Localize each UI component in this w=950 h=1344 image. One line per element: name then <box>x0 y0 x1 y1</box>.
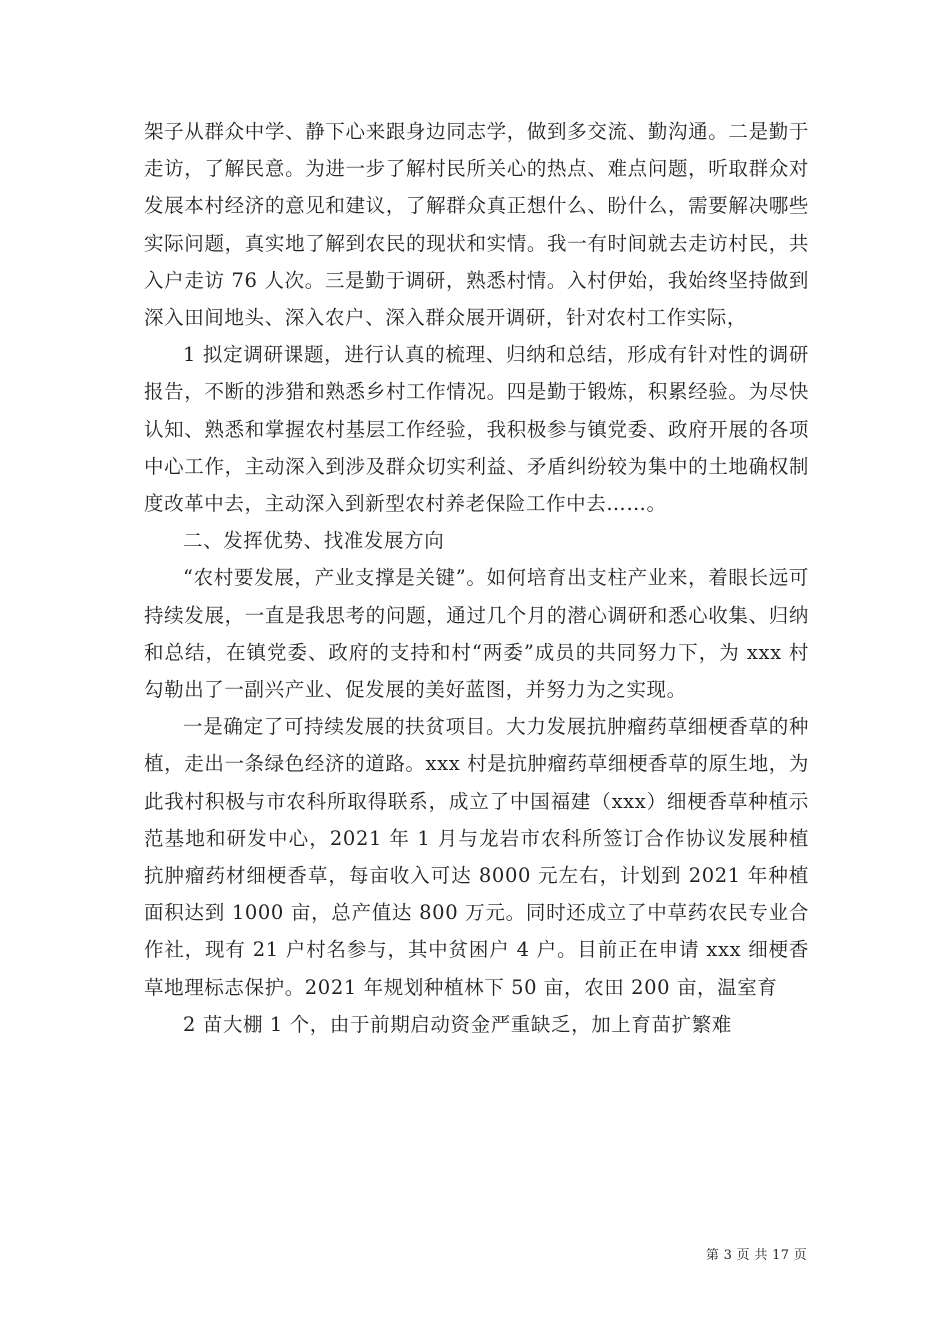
paragraph-2: 1 拟定调研课题，进行认真的梳理、归纳和总结，形成有针对性的调研报告，不断的涉猎和熟悉乡村工作情况。四是勤于锻炼，积累经验。为尽快认知、熟悉和掌握农村基层工作经验，我积极参与镇党委、政府开展的各项中心工作，主动深入到涉及群众切实利益、矛盾纠纷较为集中的土地确权制度改革中去，主动深入到新型农村养老保险工作中去……。 <box>144 343 809 516</box>
paragraph-1: 架子从群众中学、静下心来跟身边同志学，做到多交流、勤沟通。二是勤于走访，了解民意。为进一步了解村民所关心的热点、难点问题，听取群众对发展本村经济的意见和建议，了解群众真正想什么、盼什么，需要解决哪些实际问题，真实地了解到农民的现状和实情。我一有时间就去走访村民，共入户走访 76 人次。三是勤于调研，熟悉村情。入村伊始，我始终坚持做到深入田间地头、深入农户、深入群众展开调研，针对农村工作实际， <box>144 120 809 330</box>
paragraph-3: “农村要发展，产业支撑是关键”。如何培育出支柱产业来，着眼长远可持续发展，一直是我思考的问题，通过几个月的潜心调研和悉心收集、归纳和总结，在镇党委、政府的支持和村“两委”成员的共同努力下，为 xxx 村勾勒出了一副兴产业、促发展的美好蓝图，并努力为之实现。 <box>144 566 809 702</box>
section-heading: 二、发挥优势、找准发展方向 <box>183 529 445 553</box>
paragraph-4: 一是确定了可持续发展的扶贫项目。大力发展抗肿瘤药草细梗香草的种植，走出一条绿色经济的道路。xxx 村是抗肿瘤药草细梗香草的原生地，为此我村积极与市农科所取得联系，成立了中国福建（xxx）细梗香草种植示范基地和研发中心，2021 年 1 月与龙岩市农科所签订合作协议发展种植抗肿瘤药材细梗香草，每亩收入可达 8000 元左右，计划到 2021 年种植面积达到 1000 亩，总产值达 800 万元。同时还成立了中草药农民专业合作社，现有 21 户村名参与，其中贫困户 4 户。目前正在申请 xxx 细梗香草地理标志保护。2021 年规划种植林下 50 亩，农田 200 亩，温室育 <box>144 715 809 999</box>
paragraph-5: 2 苗大棚 1 个，由于前期启动资金严重缺乏，加上育苗扩繁难 <box>183 1012 732 1036</box>
document-body <box>144 113 809 1043</box>
page-number-footer: 第 3 页 共 17 页 <box>705 1248 807 1263</box>
